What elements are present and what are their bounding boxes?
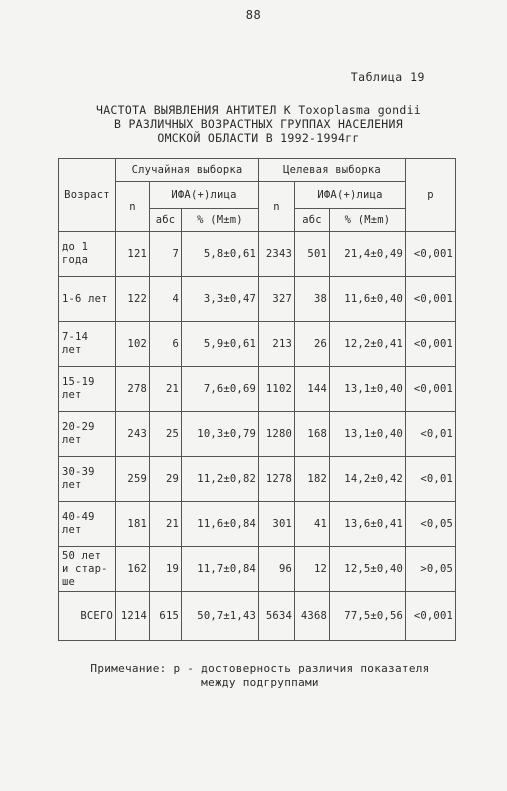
cell-p: <0,001 <box>406 232 456 277</box>
table-row <box>59 322 456 367</box>
cell-pct-random: 11,7±0,84 <box>182 547 259 592</box>
cell-n-target: 301 <box>259 502 295 547</box>
cell-p: <0,001 <box>406 592 456 641</box>
header-pct-random: % (M±m) <box>182 209 259 232</box>
header-age: Возраст <box>59 159 116 232</box>
title-line: ОМСКОЙ ОБЛАСТИ В 1992-1994гг <box>157 131 360 145</box>
cell-pct-random: 11,2±0,82 <box>182 457 259 502</box>
header-row-2 <box>59 182 456 209</box>
cell-n-target: 96 <box>259 547 295 592</box>
cell-pct-random: 3,3±0,47 <box>182 277 259 322</box>
cell-age: 50 лет и стар-ше <box>59 547 116 592</box>
cell-p: <0,05 <box>406 502 456 547</box>
cell-pct-target: 14,2±0,42 <box>330 457 406 502</box>
cell-abs-target: 168 <box>295 412 330 457</box>
cell-p: <0,001 <box>406 322 456 367</box>
cell-p: >0,05 <box>406 547 456 592</box>
total-row <box>59 592 456 641</box>
page-number: 88 <box>245 8 262 22</box>
cell-age: 20-29 лет <box>59 412 116 457</box>
table-row <box>59 367 456 412</box>
header-ifa-random: ИФА(+)лица <box>150 182 259 209</box>
cell-abs-target: 26 <box>295 322 330 367</box>
cell-n-random: 122 <box>116 277 150 322</box>
cell-n-random: 102 <box>116 322 150 367</box>
cell-abs-target: 12 <box>295 547 330 592</box>
cell-abs-target: 182 <box>295 457 330 502</box>
note-line: между подгруппами <box>201 676 319 689</box>
cell-n-random: 181 <box>116 502 150 547</box>
cell-n-target: 5634 <box>259 592 295 641</box>
cell-pct-target: 77,5±0,56 <box>330 592 406 641</box>
header-row-1 <box>59 159 456 182</box>
cell-p: <0,001 <box>406 277 456 322</box>
cell-pct-random: 5,8±0,61 <box>182 232 259 277</box>
cell-n-target: 1102 <box>259 367 295 412</box>
cell-pct-random: 5,9±0,61 <box>182 322 259 367</box>
cell-total-label: ВСЕГО <box>59 592 116 641</box>
cell-n-target: 213 <box>259 322 295 367</box>
cell-abs-target: 38 <box>295 277 330 322</box>
header-pct-target: % (M±m) <box>330 209 406 232</box>
cell-age: 40-49 лет <box>59 502 116 547</box>
cell-abs-target: 501 <box>295 232 330 277</box>
cell-abs-target: 4368 <box>295 592 330 641</box>
cell-age: 15-19 лет <box>59 367 116 412</box>
data-table <box>58 158 456 641</box>
cell-n-random: 243 <box>116 412 150 457</box>
cell-pct-target: 12,5±0,40 <box>330 547 406 592</box>
table-row <box>59 232 456 277</box>
cell-abs-random: 21 <box>150 502 182 547</box>
header-random-sample: Случайная выборка <box>116 159 259 182</box>
cell-abs-random: 7 <box>150 232 182 277</box>
cell-n-random: 162 <box>116 547 150 592</box>
cell-abs-random: 21 <box>150 367 182 412</box>
cell-pct-target: 13,1±0,40 <box>330 412 406 457</box>
header-abs-target: абс <box>295 209 330 232</box>
title-line: ЧАСТОТА ВЫЯВЛЕНИЯ АНТИТЕЛ К Toxoplasma gondii <box>95 103 422 117</box>
cell-pct-target: 21,4±0,49 <box>330 232 406 277</box>
cell-abs-random: 19 <box>150 547 182 592</box>
header-n-target: n <box>259 182 295 232</box>
table-note <box>40 662 480 690</box>
table-row <box>59 547 456 592</box>
table-row <box>59 412 456 457</box>
cell-p: <0,01 <box>406 457 456 502</box>
header-abs-random: абс <box>150 209 182 232</box>
header-ifa-target: ИФА(+)лица <box>295 182 406 209</box>
cell-n-random: 259 <box>116 457 150 502</box>
cell-abs-random: 29 <box>150 457 182 502</box>
cell-n-target: 1278 <box>259 457 295 502</box>
title-line: В РАЗЛИЧНЫХ ВОЗРАСТНЫХ ГРУППАХ НАСЕЛЕНИЯ <box>114 117 403 131</box>
table-row <box>59 502 456 547</box>
cell-pct-target: 13,1±0,40 <box>330 367 406 412</box>
cell-n-target: 327 <box>259 277 295 322</box>
header-target-sample: Целевая выборка <box>259 159 406 182</box>
cell-age: 7-14 лет <box>59 322 116 367</box>
cell-abs-random: 25 <box>150 412 182 457</box>
table-label: Таблица 19 <box>350 70 425 84</box>
cell-abs-target: 41 <box>295 502 330 547</box>
cell-pct-random: 7,6±0,69 <box>182 367 259 412</box>
cell-n-target: 2343 <box>259 232 295 277</box>
cell-abs-target: 144 <box>295 367 330 412</box>
cell-pct-target: 13,6±0,41 <box>330 502 406 547</box>
header-n-random: n <box>116 182 150 232</box>
cell-pct-target: 12,2±0,41 <box>330 322 406 367</box>
cell-pct-target: 11,6±0,40 <box>330 277 406 322</box>
cell-n-random: 1214 <box>116 592 150 641</box>
cell-p: <0,001 <box>406 367 456 412</box>
cell-abs-random: 6 <box>150 322 182 367</box>
cell-pct-random: 50,7±1,43 <box>182 592 259 641</box>
cell-p: <0,01 <box>406 412 456 457</box>
cell-age: 1-6 лет <box>59 277 116 322</box>
cell-pct-random: 10,3±0,79 <box>182 412 259 457</box>
cell-age: до 1 года <box>59 232 116 277</box>
cell-abs-random: 615 <box>150 592 182 641</box>
table-title <box>40 103 477 145</box>
table-row <box>59 277 456 322</box>
cell-n-random: 278 <box>116 367 150 412</box>
note-line: Примечание: р - достоверность различия показателя <box>90 662 430 675</box>
cell-abs-random: 4 <box>150 277 182 322</box>
table-row <box>59 457 456 502</box>
header-p: р <box>406 159 456 232</box>
cell-n-target: 1280 <box>259 412 295 457</box>
cell-pct-random: 11,6±0,84 <box>182 502 259 547</box>
cell-age: 30-39 лет <box>59 457 116 502</box>
data-table-container <box>58 158 456 641</box>
cell-n-random: 121 <box>116 232 150 277</box>
